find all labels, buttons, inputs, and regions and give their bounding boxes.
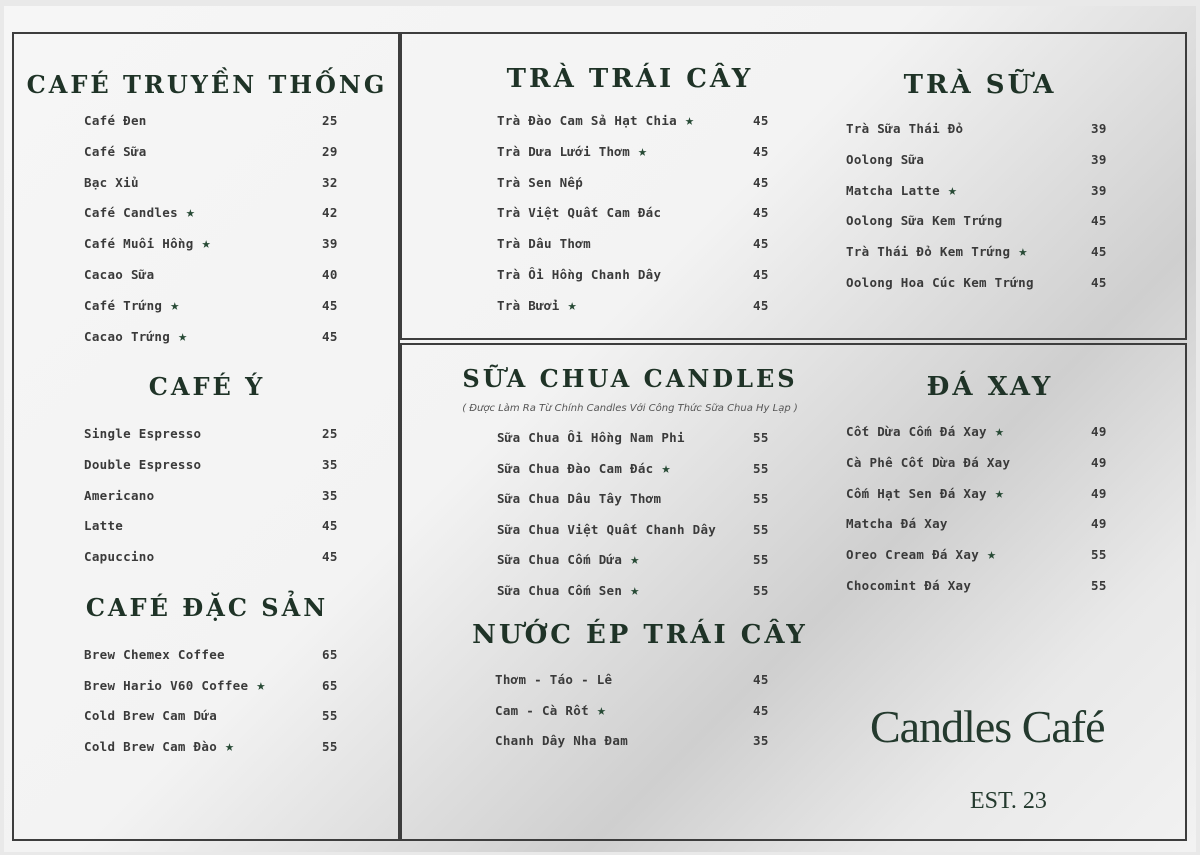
- menu-item-price: 45: [753, 113, 769, 128]
- menu-item-name: Cốt Dừa Cốm Đá Xay: [846, 424, 987, 439]
- menu-item-name: Matcha Latte: [846, 182, 940, 198]
- menu-item-name: Cam - Cà Rốt: [495, 702, 589, 718]
- menu-item-name: Sữa Chua Việt Quất Chanh Dây: [497, 521, 717, 537]
- menu-item-price: 35: [322, 487, 338, 503]
- menu-item: [497, 141, 783, 160]
- menu-item-name: Brew Hario V60 Coffee: [84, 677, 249, 693]
- section-subtitle-sua-chua: ( Được Làm Ra Từ Chính Candles Với Công Thức Sữa Chua Hy Lạp ): [462, 403, 798, 414]
- menu-item-name: Single Espresso: [84, 426, 202, 441]
- section-title-tra-sua: TRÀ SỮA: [903, 70, 1057, 100]
- menu-item-price: 55: [753, 460, 769, 476]
- menu-item: [84, 113, 352, 128]
- menu-item: [846, 244, 1121, 259]
- menu-item: [497, 267, 783, 282]
- menu-item-price: 39: [1091, 151, 1107, 167]
- menu-item: [846, 275, 1121, 290]
- star-icon: ★: [596, 700, 607, 719]
- menu-item-price: 45: [1091, 213, 1107, 229]
- menu-item-price: 49: [1091, 424, 1107, 439]
- menu-item: [495, 733, 783, 748]
- menu-item-price: 45: [1091, 275, 1107, 290]
- menu-item-price: 55: [753, 552, 769, 568]
- menu-item: [497, 458, 783, 477]
- menu-item: [497, 205, 783, 220]
- menu-item-name: Sữa Chua Đào Cam Đác: [497, 460, 654, 476]
- menu-item-price: 49: [1091, 485, 1107, 501]
- star-icon: ★: [638, 141, 648, 160]
- menu-item-name: Trà Việt Quất Cam Đác: [497, 205, 662, 221]
- star-icon: ★: [661, 458, 671, 477]
- menu-item-price: 39: [322, 236, 338, 252]
- menu-item-name: Sữa Chua Cốm Sen: [497, 583, 623, 598]
- menu-item-price: 45: [753, 143, 769, 159]
- star-icon: ★: [994, 422, 1005, 440]
- section-title-tra-trai-cay: TRÀ TRÁI CÂY: [506, 64, 754, 94]
- menu-item: [846, 578, 1121, 593]
- brand-est: EST. 23: [970, 788, 1047, 814]
- star-icon: ★: [185, 203, 196, 222]
- menu-item-name: Cà Phê Cốt Dừa Đá Xay: [846, 454, 1011, 470]
- menu-item-name: Capuccino: [84, 549, 155, 565]
- section-title-ca-phe-truyen-thong: CAFÉ TRUYỀN THỐNG: [26, 70, 388, 99]
- menu-item-price: 32: [322, 174, 338, 190]
- menu-item-price: 45: [753, 672, 769, 687]
- menu-item: [497, 430, 783, 445]
- menu-item-price: 45: [753, 236, 769, 252]
- menu-item-name: Trà Bưởi: [497, 297, 560, 313]
- menu-item: [84, 426, 352, 441]
- menu-item: [84, 326, 352, 345]
- star-icon: ★: [201, 234, 211, 253]
- menu-item-name: Latte: [84, 518, 124, 534]
- menu-item-name: Café Candles: [84, 205, 178, 221]
- menu-item: [84, 205, 352, 220]
- menu-item-name: Cacao Trứng: [84, 328, 171, 344]
- section-title-nuoc-ep: NƯỚC ÉP TRÁI CÂY: [472, 620, 808, 650]
- menu-item-price: 45: [753, 267, 769, 282]
- menu-item-name: Oolong Hoa Cúc Kem Trứng: [846, 275, 1034, 290]
- menu-item-name: Oolong Sữa Kem Trứng: [846, 213, 1003, 229]
- menu-item: [497, 552, 783, 567]
- menu-item: [846, 424, 1121, 439]
- menu-item-price: 55: [753, 491, 769, 507]
- menu-item-name: Cacao Sữa: [84, 267, 155, 282]
- menu-item-price: 25: [322, 426, 338, 441]
- menu-item: [84, 457, 352, 472]
- star-icon: ★: [630, 550, 640, 569]
- menu-item-name: Chanh Dây Nha Đam: [495, 733, 629, 748]
- menu-item: [846, 455, 1121, 470]
- menu-item-name: Chocomint Đá Xay: [846, 578, 972, 593]
- star-icon: ★: [178, 326, 188, 345]
- menu-item: [846, 547, 1121, 562]
- menu-item-price: 55: [753, 583, 769, 598]
- section-title-sua-chua: SỮA CHUA CANDLES: [462, 364, 798, 393]
- menu-item: [846, 121, 1121, 136]
- menu-item-name: Trà Đào Cam Sả Hạt Chia: [497, 113, 677, 128]
- menu-item: [497, 295, 783, 314]
- menu-item-name: Matcha Đá Xay: [846, 516, 948, 532]
- menu-item: [84, 549, 352, 564]
- menu-item-name: Trà Thái Đỏ Kem Trứng: [846, 244, 1011, 260]
- menu-item: [84, 144, 352, 159]
- menu-item-price: 55: [322, 738, 338, 754]
- menu-item: [497, 236, 783, 251]
- star-icon: ★: [685, 111, 695, 129]
- menu-item-price: 45: [322, 518, 338, 534]
- menu-item: [497, 175, 783, 190]
- menu-item-price: 45: [753, 702, 769, 718]
- menu-item-price: 29: [322, 143, 338, 159]
- menu-item: [846, 180, 1121, 199]
- menu-item-price: 55: [753, 430, 769, 445]
- menu-item-price: 35: [322, 456, 338, 472]
- menu-item-name: Cốm Hạt Sen Đá Xay: [846, 485, 987, 501]
- section-title-da-xay: ĐÁ XAY: [926, 372, 1054, 402]
- menu-item-price: 45: [322, 328, 338, 344]
- menu-item-name: Trà Sữa Thái Đỏ: [846, 121, 964, 136]
- menu-item-name: Sữa Chua Dâu Tây Thơm: [497, 491, 662, 507]
- menu-item-price: 39: [1091, 182, 1107, 198]
- menu-item-name: Oolong Sữa: [846, 151, 925, 167]
- menu-item-price: 42: [322, 205, 338, 221]
- star-icon: ★: [994, 483, 1005, 502]
- menu-item-price: 25: [322, 113, 338, 128]
- menu-item: [84, 736, 352, 755]
- menu-item-name: Thơm - Táo - Lê: [495, 672, 613, 687]
- section-title-ca-phe-y: CAFÉ Ý: [148, 372, 266, 401]
- menu-item-name: Americano: [84, 487, 155, 503]
- menu-item-name: Cold Brew Cam Đào: [84, 738, 218, 754]
- menu-item-name: Oreo Cream Đá Xay: [846, 547, 980, 563]
- menu-item-name: Trà Sen Nếp: [497, 174, 584, 190]
- menu-item: [846, 483, 1121, 502]
- star-icon: ★: [947, 180, 958, 199]
- menu-item-price: 45: [1091, 244, 1107, 260]
- menu-item-price: 45: [322, 549, 338, 565]
- menu-item-price: 45: [753, 297, 769, 313]
- menu-item-price: 35: [753, 733, 769, 748]
- menu-item-name: Trà Ổi Hồng Chanh Dây: [497, 267, 662, 282]
- menu-item-price: 65: [322, 647, 338, 662]
- menu-item-price: 45: [753, 205, 769, 221]
- menu-item-price: 65: [322, 677, 338, 693]
- menu-item-price: 49: [1091, 516, 1107, 532]
- menu-item: [495, 700, 783, 719]
- star-icon: ★: [225, 736, 235, 755]
- menu-item-price: 45: [753, 174, 769, 190]
- menu-item-price: 45: [322, 297, 338, 313]
- menu-item: [84, 236, 352, 251]
- menu-item-price: 39: [1091, 121, 1107, 136]
- menu-item-name: Trà Dâu Thơm: [497, 236, 591, 252]
- menu-item: [84, 267, 352, 282]
- menu-item: [846, 516, 1121, 531]
- menu-item: [84, 488, 352, 503]
- menu-item: [84, 708, 352, 723]
- menu-item-name: Sữa Chua Ổi Hồng Nam Phi: [497, 430, 685, 445]
- menu-item: [497, 522, 783, 537]
- menu-item: [846, 213, 1121, 228]
- menu-item-price: 55: [753, 521, 769, 537]
- star-icon: ★: [1018, 242, 1028, 261]
- menu-item: [495, 672, 783, 687]
- star-icon: ★: [987, 545, 997, 564]
- menu-item: [497, 113, 783, 128]
- menu-item-price: 49: [1091, 454, 1107, 470]
- menu-item-price: 40: [322, 267, 338, 282]
- menu-item-name: Café Đen: [84, 113, 147, 128]
- star-icon: ★: [256, 675, 266, 694]
- menu-item: [84, 518, 352, 533]
- menu-item-name: Café Sữa: [84, 143, 147, 159]
- menu-item-name: Sữa Chua Cốm Dứa: [497, 552, 623, 568]
- menu-item-name: Cold Brew Cam Dứa: [84, 708, 218, 724]
- menu-item: [84, 675, 352, 694]
- menu-item: [84, 175, 352, 190]
- menu-item-price: 55: [1091, 578, 1107, 593]
- menu-item: [846, 152, 1121, 167]
- menu-item-name: Bạc Xỉu: [84, 174, 139, 190]
- star-icon: ★: [170, 295, 180, 314]
- brand-logo-text: Candles Café: [870, 701, 1105, 752]
- menu-item: [497, 583, 783, 598]
- menu-item-name: Double Espresso: [84, 456, 202, 472]
- star-icon: ★: [630, 581, 640, 599]
- menu-item-name: Café Trứng: [84, 297, 163, 313]
- menu-item-name: Trà Dưa Lưới Thơm: [497, 143, 631, 159]
- section-title-ca-phe-dac-san: CAFÉ ĐẶC SẢN: [85, 593, 329, 622]
- menu-item-name: Café Muối Hồng: [84, 236, 194, 252]
- menu-item: [497, 491, 783, 506]
- menu-item: [84, 647, 352, 662]
- menu-item-price: 55: [1091, 547, 1107, 563]
- star-icon: ★: [567, 295, 577, 314]
- menu-item-name: Brew Chemex Coffee: [84, 647, 225, 662]
- menu-item-price: 55: [322, 708, 338, 724]
- menu-item: [84, 295, 352, 314]
